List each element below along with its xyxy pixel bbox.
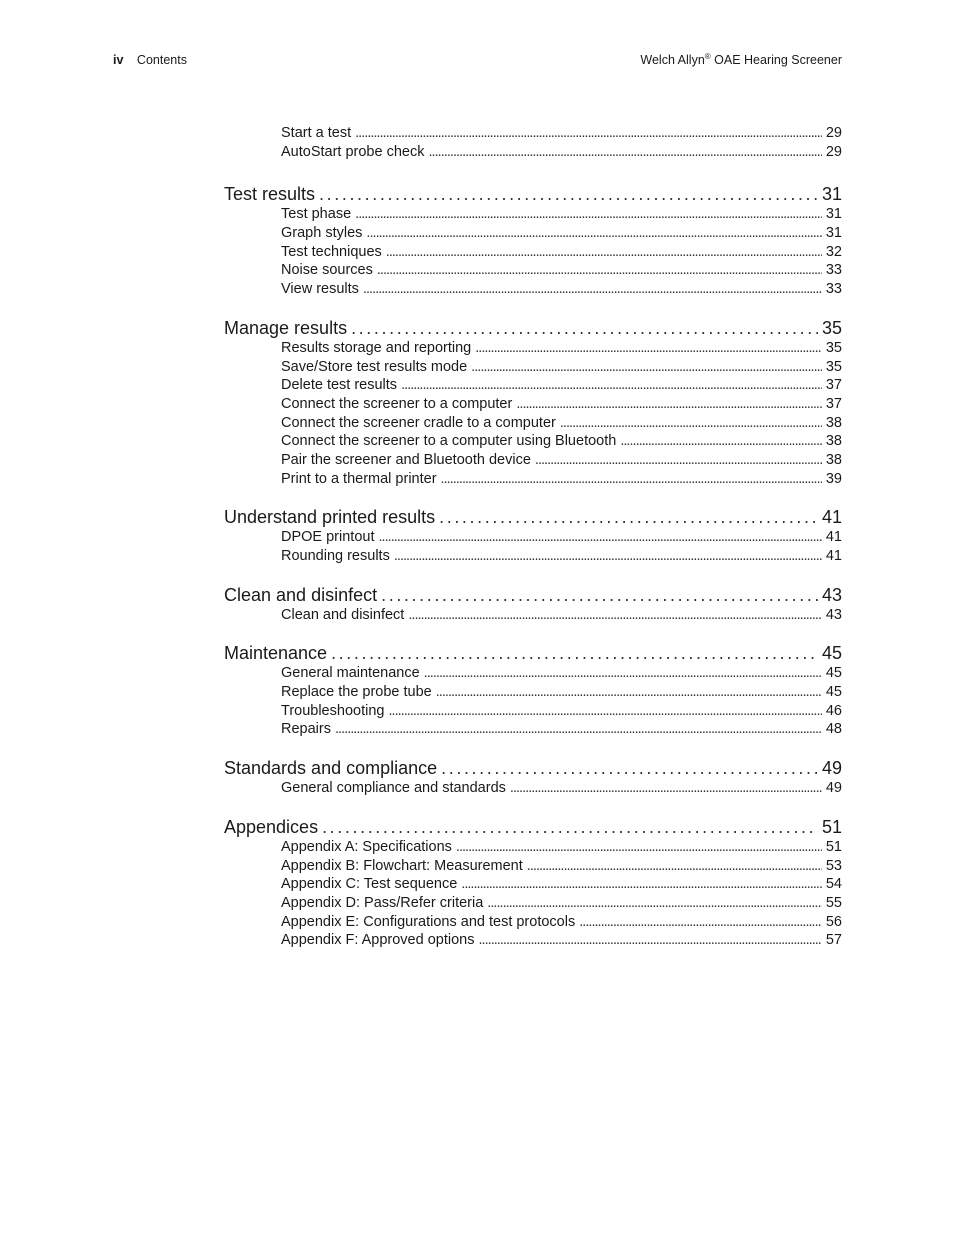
toc-entry-title: Start a test: [281, 125, 352, 141]
dot-leader: [535, 451, 822, 470]
toc-entry-title: Appendix D: Pass/Refer criteria: [281, 894, 484, 911]
dot-leader: [386, 243, 822, 262]
dot-leader: [428, 143, 821, 162]
toc-entry-page: 45: [825, 684, 842, 701]
dot-leader: [379, 528, 822, 547]
toc-entry-page: 54: [825, 876, 842, 893]
dot-leader: [441, 470, 822, 489]
toc-entry-title: Noise sources: [281, 262, 373, 279]
toc-subentry[interactable]: [281, 358, 842, 377]
toc-entry-page: 39: [825, 470, 842, 487]
toc-entry-page: 51: [825, 838, 842, 855]
dot-leader: [436, 683, 822, 702]
dot-leader: [331, 642, 818, 664]
toc-entry-page: 37: [825, 395, 842, 412]
toc-subentry[interactable]: [281, 261, 842, 280]
toc-entry-title: Appendix F: Approved options: [281, 932, 475, 949]
dot-leader: [456, 838, 822, 857]
toc-entry-page: 57: [825, 932, 842, 949]
toc-subentry[interactable]: [281, 838, 842, 857]
toc-entry-page: 56: [825, 913, 842, 930]
header-product: OAE Hearing Screener: [710, 53, 842, 67]
dot-leader: [424, 664, 822, 683]
toc-entry-page: 38: [825, 414, 842, 431]
toc-section: [224, 317, 842, 489]
toc-chapter-entry[interactable]: [224, 642, 842, 664]
toc-entry-title: Connect the screener to a computer: [281, 395, 513, 412]
toc-entry-title: Delete test results: [281, 377, 398, 394]
toc-entry-title: Appendix E: Configurations and test protocols: [281, 913, 576, 930]
toc-entry-title: Test techniques: [281, 243, 382, 260]
toc-subentry[interactable]: [281, 339, 842, 358]
toc-entry-title: Replace the probe tube: [281, 684, 432, 701]
dot-leader: [366, 224, 821, 243]
toc-subentry[interactable]: [281, 528, 842, 547]
toc-chapter-entry[interactable]: [224, 816, 842, 838]
toc-subentry[interactable]: [281, 875, 842, 894]
toc-entry-title: Print to a thermal printer: [281, 470, 437, 487]
toc-subentry[interactable]: [281, 702, 842, 721]
page-header: [113, 50, 842, 70]
toc-entry-title: Save/Store test results mode: [281, 358, 468, 375]
toc-subentry[interactable]: [281, 414, 842, 433]
toc-subentry[interactable]: [281, 243, 842, 262]
toc-subentry[interactable]: [281, 205, 842, 224]
toc-subentry[interactable]: [281, 931, 842, 950]
toc-entry-title: DPOE printout: [281, 529, 375, 546]
toc-subentry[interactable]: [281, 857, 842, 876]
dot-leader: [335, 720, 822, 739]
toc-entry-page: 35: [825, 358, 842, 375]
toc-entry-page: 49: [825, 780, 842, 797]
toc-subentry[interactable]: [281, 280, 842, 299]
dot-leader: [560, 414, 822, 433]
toc-entry-page: 38: [825, 451, 842, 468]
toc-subentry[interactable]: [281, 606, 842, 625]
toc-subentry[interactable]: [281, 432, 842, 451]
header-section: Contents: [136, 53, 187, 67]
toc-chapter-entry[interactable]: [224, 183, 842, 205]
toc-entry-page: 43: [821, 584, 842, 605]
toc-entry-title: Maintenance: [224, 643, 328, 664]
toc-entry-page: 55: [825, 894, 842, 911]
dot-leader: [319, 183, 818, 205]
toc-entry-page: 45: [821, 643, 842, 664]
dot-leader: [355, 205, 822, 224]
toc-entry-title: Rounding results: [281, 548, 390, 564]
toc-entry-page: 29: [825, 125, 842, 141]
toc-section: [224, 584, 842, 625]
toc-section: [224, 642, 842, 739]
dot-leader: [475, 339, 822, 358]
toc-section: [224, 506, 842, 565]
toc-entry-page: 32: [825, 243, 842, 260]
toc-subentry[interactable]: [281, 124, 842, 143]
toc-entry-page: 49: [821, 758, 842, 779]
toc-entry-page: 35: [821, 317, 842, 338]
toc-entry-title: Appendices: [224, 816, 319, 837]
toc-chapter-entry[interactable]: [224, 506, 842, 528]
toc-entry-page: 31: [825, 206, 842, 223]
toc-entry-page: 33: [825, 281, 842, 298]
dot-leader: [408, 606, 822, 625]
toc-entry-page: 31: [825, 225, 842, 242]
header-brand: Welch Allyn: [640, 53, 705, 67]
page-number: iv: [113, 53, 124, 67]
dot-leader: [527, 857, 822, 876]
toc-entry-title: Test results: [224, 184, 316, 205]
toc-subentry[interactable]: [281, 395, 842, 414]
toc-entry-title: Results storage and reporting: [281, 339, 472, 356]
toc-chapter-entry[interactable]: [224, 317, 842, 339]
toc-entry-page: 41: [825, 529, 842, 546]
toc-entry-page: 41: [821, 507, 842, 528]
dot-leader: [351, 317, 818, 339]
toc-entry-title: Connect the screener cradle to a computer: [281, 414, 556, 431]
dot-leader: [377, 261, 822, 280]
toc-entry-page: 31: [821, 184, 842, 205]
toc-entry-title: Pair the screener and Bluetooth device: [281, 451, 531, 468]
toc-subentry[interactable]: [281, 913, 842, 932]
dot-leader: [441, 757, 818, 779]
dot-leader: [388, 702, 821, 721]
toc-subentry[interactable]: [281, 779, 842, 798]
toc-entry-title: Appendix C: Test sequence: [281, 876, 458, 893]
toc-subentry[interactable]: [281, 894, 842, 913]
toc-entry-page: 51: [821, 816, 842, 837]
dot-leader: [461, 875, 822, 894]
dot-leader: [620, 432, 822, 451]
toc-entry-title: General maintenance: [281, 665, 420, 682]
toc-entry-page: 48: [825, 721, 842, 738]
toc-entry-page: 53: [825, 857, 842, 874]
dot-leader: [516, 395, 822, 414]
dot-leader: [510, 779, 822, 798]
dot-leader: [363, 280, 822, 299]
toc-section-continued: [224, 124, 842, 161]
toc-entry-title: Manage results: [224, 317, 348, 338]
toc-entry-title: Appendix A: Specifications: [281, 838, 452, 855]
toc-entry-title: View results: [281, 281, 359, 298]
dot-leader: [487, 894, 822, 913]
toc-section: [224, 816, 842, 950]
toc-subentry[interactable]: [281, 470, 842, 489]
header-right: [640, 50, 842, 70]
toc-entry-title: Repairs: [281, 721, 331, 738]
toc-entry-page: 33: [825, 262, 842, 279]
toc-entry-page: 37: [825, 377, 842, 394]
toc-entry-page: 35: [825, 339, 842, 356]
toc-subentry[interactable]: [281, 224, 842, 243]
toc-chapter-entry[interactable]: [224, 584, 842, 606]
toc-entry-title: Troubleshooting: [281, 702, 385, 719]
toc-entry-page: 41: [825, 548, 842, 564]
dot-leader: [355, 124, 822, 143]
toc-entry-title: AutoStart probe check: [281, 143, 425, 160]
table-of-contents: [224, 124, 842, 968]
toc-entry-title: Clean and disinfect: [281, 606, 405, 623]
toc-entry-page: 45: [825, 665, 842, 682]
toc-entry-page: 29: [825, 143, 842, 160]
toc-entry-title: Standards and compliance: [224, 758, 438, 779]
toc-entry-title: Understand printed results: [224, 507, 436, 528]
dot-leader: [439, 506, 818, 528]
toc-entry-page: 43: [825, 606, 842, 623]
dot-leader: [381, 584, 818, 606]
dot-leader: [401, 376, 822, 395]
dot-leader: [322, 816, 818, 838]
toc-entry-title: Clean and disinfect: [224, 584, 378, 605]
toc-subentry[interactable]: [281, 547, 842, 566]
toc-entry-title: General compliance and standards: [281, 780, 506, 797]
dot-leader: [394, 547, 822, 566]
toc-entry-page: 38: [825, 433, 842, 450]
toc-section: [224, 757, 842, 798]
toc-subentry[interactable]: [281, 376, 842, 395]
header-left: [113, 50, 187, 70]
toc-subentry[interactable]: [281, 664, 842, 683]
toc-subentry[interactable]: [281, 143, 842, 162]
toc-entry-title: Graph styles: [281, 225, 363, 242]
registered-mark: ®: [704, 52, 711, 61]
toc-entry-title: Connect the screener to a computer using Bluetooth: [281, 433, 617, 450]
dot-leader: [579, 913, 822, 932]
dot-leader: [478, 931, 821, 950]
toc-subentry[interactable]: [281, 720, 842, 739]
dot-leader: [471, 358, 822, 377]
toc-subentry[interactable]: [281, 683, 842, 702]
toc-entry-title: Appendix B: Flowchart: Measurement: [281, 857, 523, 874]
toc-chapter-entry[interactable]: [224, 757, 842, 779]
toc-entry-page: 46: [825, 702, 842, 719]
toc-subentry[interactable]: [281, 451, 842, 470]
toc-section: [224, 183, 842, 298]
toc-entry-title: Test phase: [281, 206, 352, 223]
